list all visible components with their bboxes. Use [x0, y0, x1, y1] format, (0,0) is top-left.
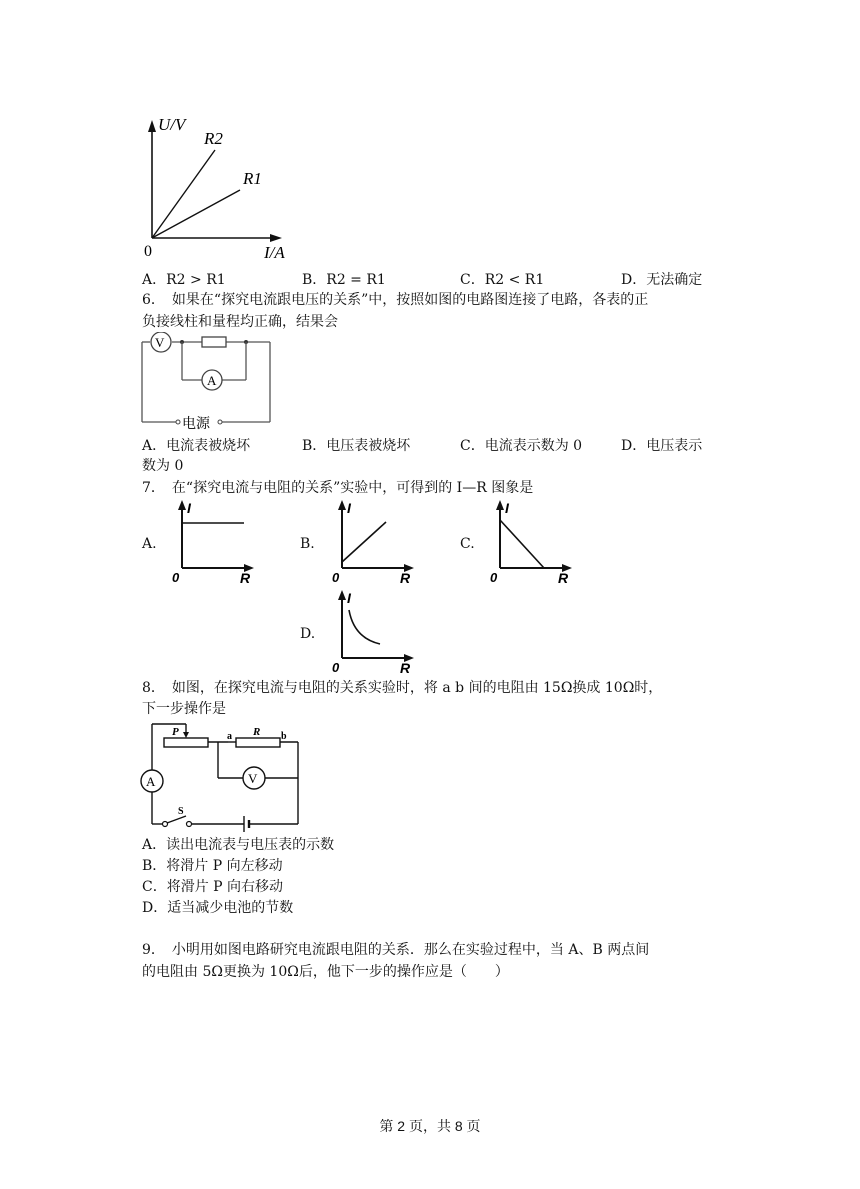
svg-text:R: R — [558, 570, 569, 584]
svg-text:V: V — [155, 335, 165, 350]
q5-option-a: A．R2 > R1 — [142, 272, 226, 288]
resistor-symbol — [236, 738, 280, 747]
resistor-symbol — [202, 337, 226, 347]
svg-text:P: P — [172, 726, 179, 738]
svg-text:I: I — [347, 590, 351, 606]
q7-graph-d — [330, 586, 420, 674]
q6-option-d: D．电压表示 — [621, 438, 703, 454]
q8-stem-line2: 下一步操作是 — [142, 701, 226, 717]
q8-option-a: A．读出电流表与电压表的示数 — [142, 837, 335, 853]
svg-text:R: R — [253, 726, 261, 738]
q6-circuit-diagram — [138, 332, 278, 434]
q8-circuit-diagram — [140, 720, 308, 834]
switch-symbol — [167, 816, 186, 823]
q7-label-b: B. — [300, 536, 315, 552]
q7-stem: 7． 在“探究电流与电阻的关系”实验中，可得到的 I—R 图象是 — [142, 480, 534, 496]
svg-text:R: R — [400, 660, 411, 674]
q7-graph-b — [330, 496, 420, 584]
x-axis-label: I/A — [264, 243, 285, 260]
svg-text:R: R — [400, 570, 411, 584]
svg-text:R: R — [240, 570, 251, 584]
svg-text:V: V — [248, 771, 258, 786]
svg-text:A: A — [207, 373, 217, 388]
q6-option-a: A．电流表被烧坏 — [142, 438, 251, 454]
q6-option-d-cont: 数为 0 — [142, 458, 184, 474]
q6-option-b: B．电压表被烧坏 — [302, 438, 411, 454]
q8-option-d: D．适当减少电池的节数 — [142, 900, 294, 916]
r2-label: R2 — [204, 129, 223, 148]
svg-text:0: 0 — [332, 660, 340, 674]
rheostat-symbol — [164, 738, 208, 747]
svg-text:S: S — [178, 806, 184, 817]
r1-line — [152, 190, 240, 238]
svg-text:0: 0 — [172, 570, 180, 584]
q5-ui-graph — [140, 110, 310, 260]
q9-stem-line2: 的电阻由 5Ω更换为 10Ω后，他下一步的操作应是（ ） — [142, 964, 509, 980]
q5-option-d: D．无法确定 — [621, 272, 703, 288]
svg-text:I: I — [505, 500, 509, 516]
q7-label-a: A. — [142, 536, 157, 552]
svg-text:0: 0 — [332, 570, 340, 584]
origin-label: 0 — [144, 243, 152, 260]
q5-option-b: B．R2 = R1 — [302, 272, 386, 288]
page-footer: 第 2 页，共 8 页 — [379, 1118, 481, 1134]
q6-stem-line2: 负接线柱和量程均正确，结果会 — [142, 314, 338, 330]
q8-stem-line1: 8． 如图，在探究电流与电阻的关系实验时，将 a b 间的电阻由 15Ω换成 10Ω时， — [142, 680, 663, 696]
q9-stem-line1: 9． 小明用如图电路研究电流跟电阻的关系．那么在实验过程中，当 A、B 两点间 — [142, 942, 650, 958]
q7-label-c: C. — [460, 536, 475, 552]
r1-label: R1 — [243, 169, 262, 188]
q5-option-c: C．R2 < R1 — [460, 272, 545, 288]
q6-option-c: C．电流表示数为 0 — [460, 438, 583, 454]
q8-option-b: B．将滑片 P 向左移动 — [142, 858, 283, 874]
r2-line — [152, 150, 215, 238]
svg-text:I: I — [187, 500, 191, 516]
power-source-label: 电源 — [182, 417, 210, 432]
q8-option-c: C．将滑片 P 向右移动 — [142, 879, 284, 895]
q7-label-d: D. — [300, 626, 316, 642]
q7-graph-a — [170, 496, 260, 584]
svg-text:0: 0 — [490, 570, 498, 584]
q6-stem-line1: 6． 如果在“探究电流跟电压的关系”中，按照如图的电路图连接了电路，各表的正 — [142, 292, 649, 308]
svg-text:b: b — [281, 731, 287, 742]
y-axis-label: U/V — [158, 115, 186, 134]
svg-text:a: a — [227, 731, 232, 742]
svg-text:I: I — [347, 500, 351, 516]
svg-text:A: A — [146, 774, 156, 789]
q7-graph-c — [488, 496, 578, 584]
